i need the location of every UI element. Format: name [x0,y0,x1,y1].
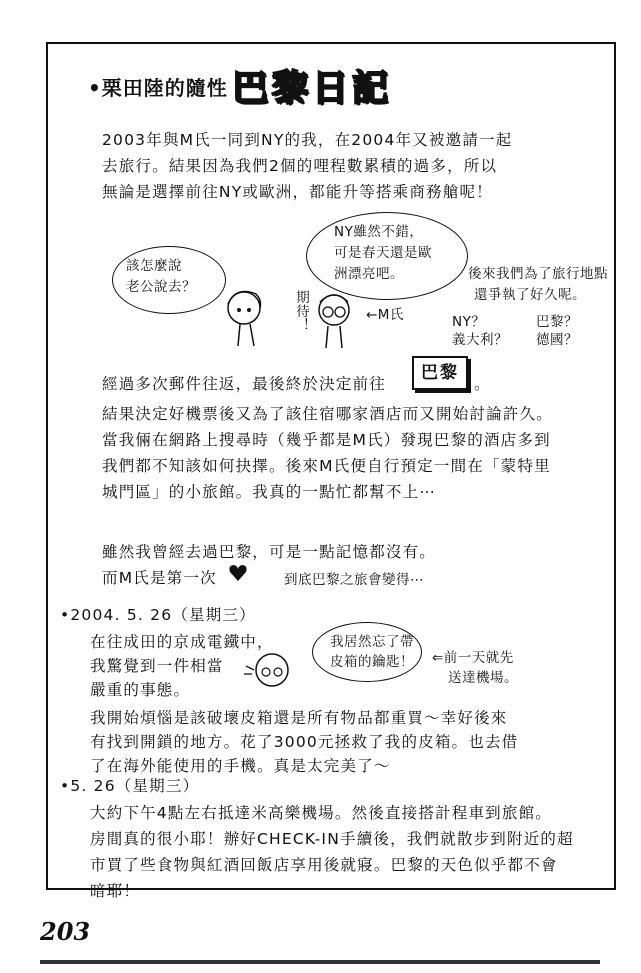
para3-line: 而M氏是第一次 [102,569,217,587]
option-ny: NY？ [452,314,486,330]
para2-line: 經過多次郵件往返，最後終於決定前往 [102,375,386,393]
bubble-left-line: 該怎麼說 [126,258,182,274]
title-prefix: •栗田陸的隨性 [88,76,228,100]
label-wait: 期待！ [293,290,309,332]
bubble-mid-line: 洲漂亮吧。 [334,266,404,282]
bottom-rule [40,960,600,964]
para2-line: 城門區」的小旅館。我真的一點忙都幫不上⋯ [102,483,437,501]
bubble3-line: 皮箱的鑰匙！ [330,654,414,670]
para2-period: 。 [474,375,491,393]
entry1-more-line: 有找到開鎖的地方。花了3000元拯救了我的皮箱。也去借 [90,733,519,751]
option-germany: 德國？ [536,332,578,348]
bubble3-line: 我居然忘了帶 [330,634,414,650]
para2-line: 結果決定好機票後又為了該住宿哪家酒店而又開始討論許久。 [102,405,553,423]
entry1-more-line: 我開始煩惱是該破壞皮箱還是所有物品都重買～幸好後來 [90,709,508,727]
note3-line: ⇐前一天就先 [432,650,514,666]
option-italy: 義大利？ [452,332,508,348]
side-note-line: 還爭執了好久呢。 [474,287,586,303]
intro-line: 去旅行。結果因為我們2個的哩程數累積的過多，所以 [102,157,498,175]
entry1-date: •2004. 5. 26（星期三） [60,606,256,624]
entry2-date: •5. 26（星期三） [60,777,200,795]
note3-line: 送達機場。 [448,670,518,686]
para2-line: 我們都不知該如何抉擇。後來M氏便自行預定一間在「蒙特里 [102,457,551,475]
author-doodle-icon [216,282,276,352]
entry1-line: 在往成田的京成電鐵中， [90,633,274,651]
m-doodle-icon [306,282,362,352]
label-m: ←M氏 [366,307,404,323]
intro-line: 無論是選擇前往NY或歐洲，都能升等搭乘商務艙呢！ [102,183,493,201]
entry2-line: 房間真的很小耶！辦好CHECK-IN手續後，我們就散步到附近的超 [90,830,574,848]
bubble-left-line: 老公說去？ [126,279,196,295]
entry1-line: 嚴重的事態。 [90,681,191,699]
para2-line: 當我倆在網路上搜尋時（幾乎都是M氏）發現巴黎的酒店多到 [102,431,551,449]
title-main: 巴黎日記 [232,68,393,109]
side-note-line: 後來我們為了旅行地點 [468,266,608,282]
paris-stamp: 巴黎 [412,356,468,390]
page-number: 203 [40,917,91,946]
bubble-mid-line: 可是春天還是歐 [334,245,432,261]
entry1-more-line: 了在海外能使用的手機。真是太完美了～ [90,757,391,775]
entry2-line: 市買了些食物與紅酒回飯店享用後就寢。巴黎的天色似乎都不會 [90,856,558,874]
para3-line: 雖然我曾經去過巴黎，可是一點記憶都沒有。 [102,543,437,561]
entry2-line: 大約下午4點左右抵達米高樂機場。然後直接搭計程車到旅館。 [90,804,552,822]
worried-face-icon [240,646,302,692]
bubble-mid-line: NY雖然不錯， [334,224,424,240]
intro-line: 2003年與M氏一同到NY的我，在2004年又被邀請一起 [102,131,513,149]
para3-note: 到底巴黎之旅會變得⋯ [284,572,424,588]
entry2-line: 暗耶！ [90,882,141,900]
entry1-line: 我驚覺到一件相當 [90,657,224,675]
heart-icon [228,564,248,582]
option-paris: 巴黎？ [536,314,578,330]
